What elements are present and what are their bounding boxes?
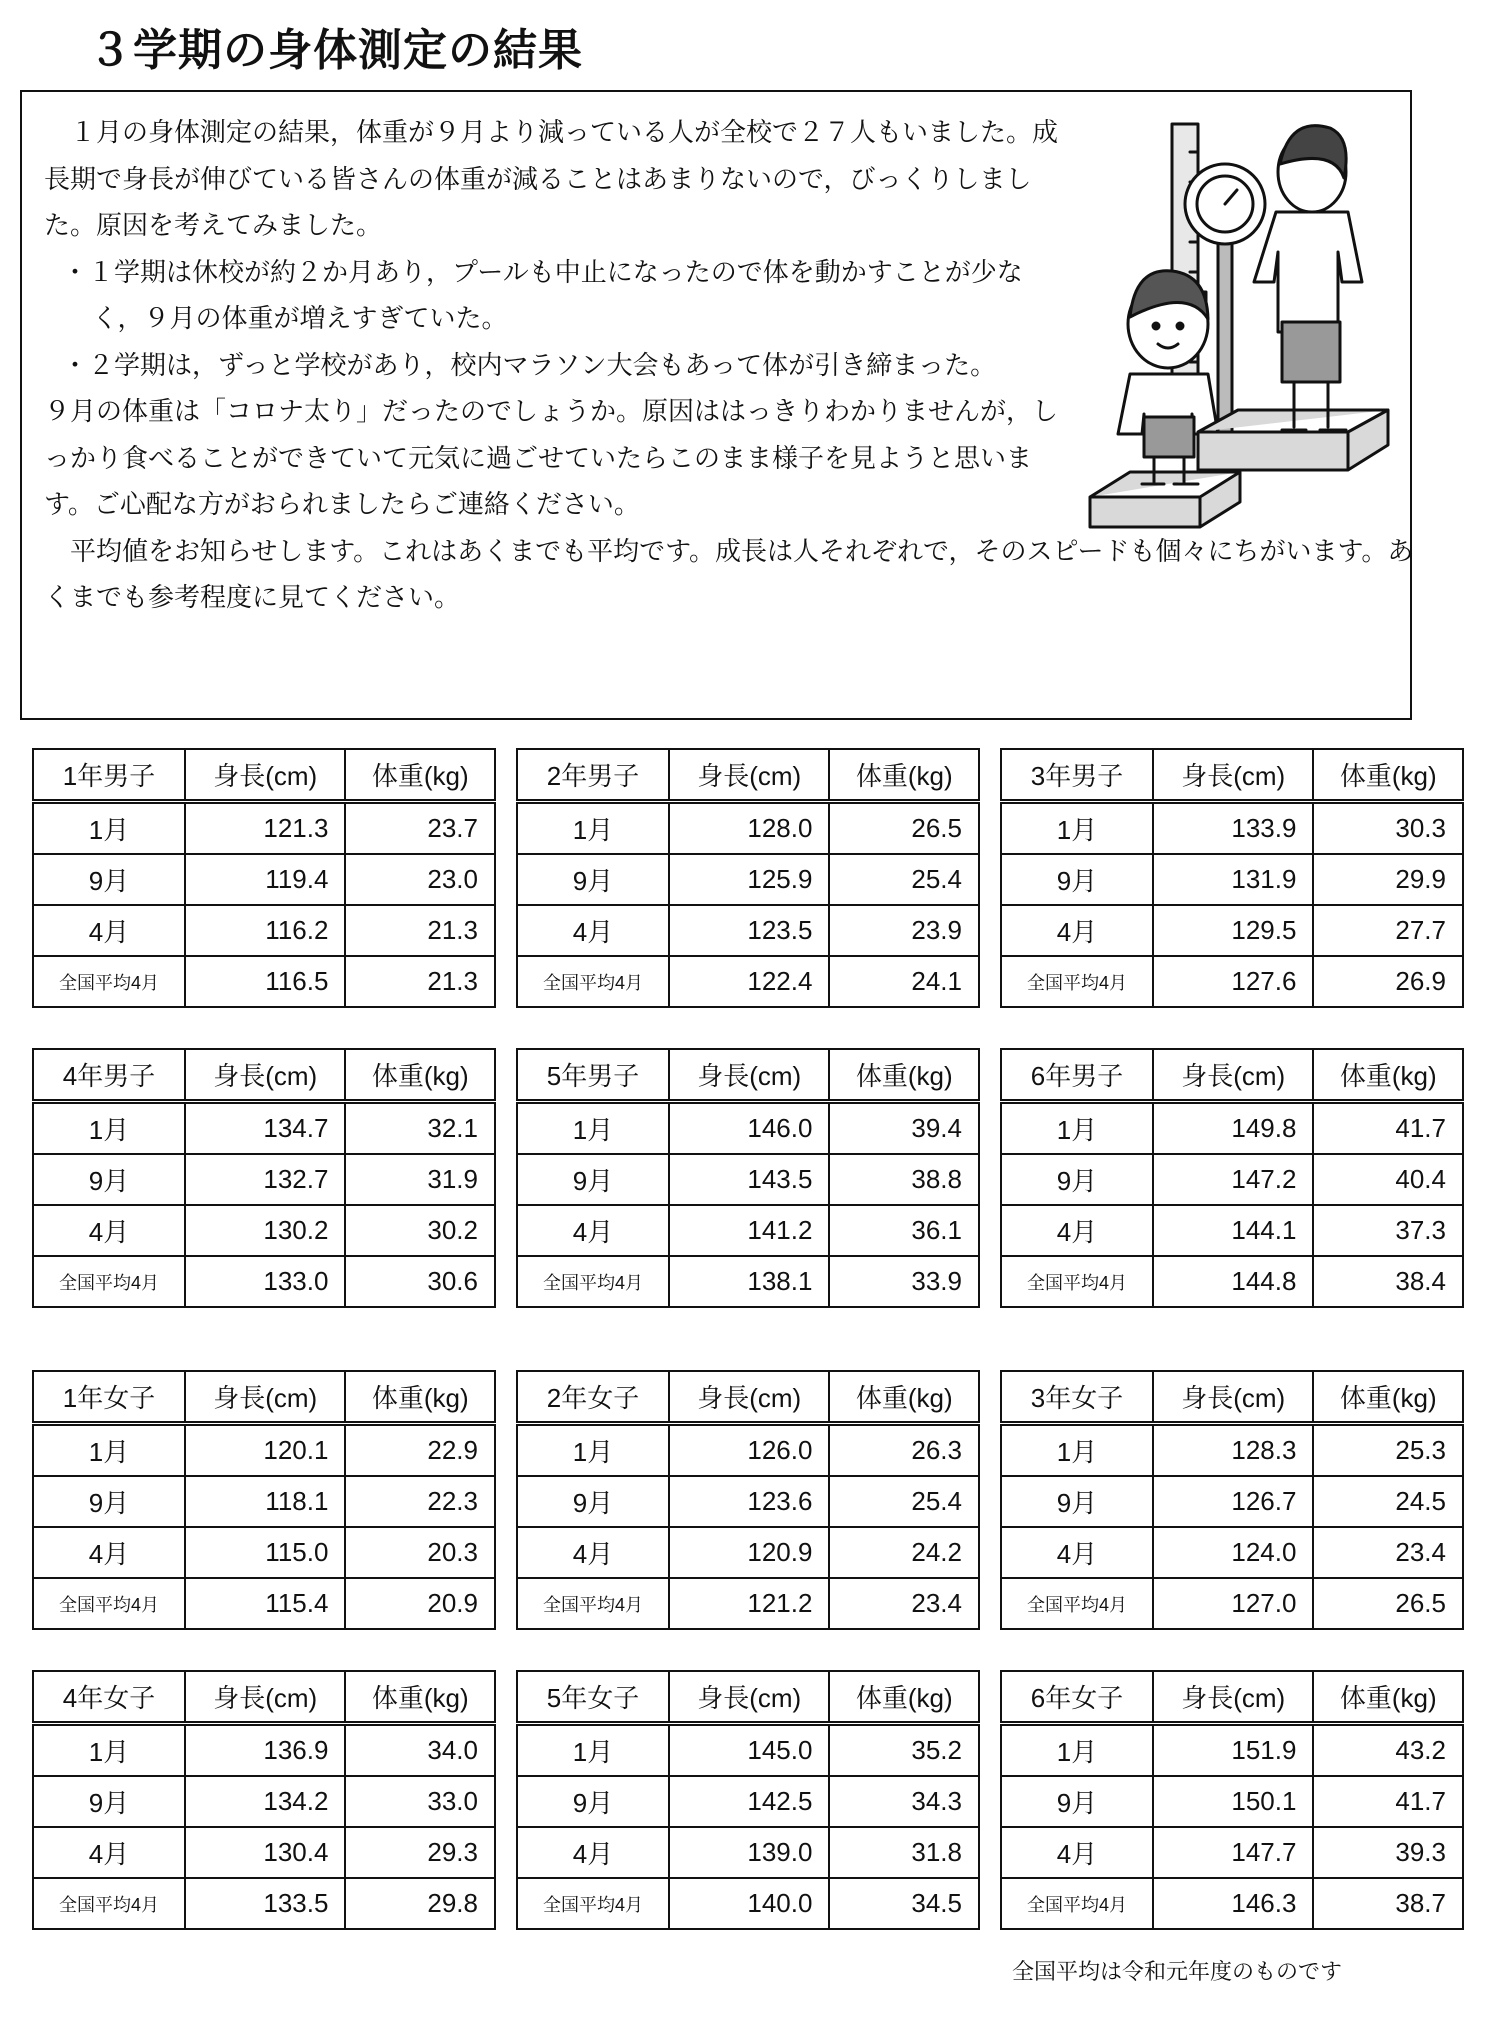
height-header: 身長(cm) [669, 1049, 829, 1102]
table-row [1001, 1205, 1463, 1256]
row-label: 1月 [517, 1424, 669, 1477]
height-value: 143.5 [669, 1154, 829, 1205]
weight-value: 35.2 [829, 1724, 979, 1777]
height-value: 146.0 [669, 1102, 829, 1155]
group-header: 6年女子 [1001, 1671, 1153, 1724]
weight-value: 31.9 [345, 1154, 495, 1205]
row-label: 4月 [1001, 1827, 1153, 1878]
row-label: 全国平均4月 [1001, 956, 1153, 1007]
weight-value: 33.9 [829, 1256, 979, 1307]
weight-value: 21.3 [345, 905, 495, 956]
height-value: 121.2 [669, 1578, 829, 1629]
table-row [33, 1776, 495, 1827]
table-row [33, 1878, 495, 1929]
table-row [517, 1878, 979, 1929]
height-header: 身長(cm) [1153, 1049, 1313, 1102]
group-header: 5年女子 [517, 1671, 669, 1724]
height-value: 151.9 [1153, 1724, 1313, 1777]
weight-value: 37.3 [1313, 1205, 1463, 1256]
weight-header: 体重(kg) [1313, 1671, 1463, 1724]
row-label: 9月 [1001, 854, 1153, 905]
row-label: 1月 [1001, 1424, 1153, 1477]
height-value: 123.6 [669, 1476, 829, 1527]
table-row [33, 802, 495, 855]
row-label: 全国平均4月 [33, 1578, 185, 1629]
height-value: 123.5 [669, 905, 829, 956]
table-row [1001, 1154, 1463, 1205]
weight-header: 体重(kg) [829, 1049, 979, 1102]
group-header: 4年女子 [33, 1671, 185, 1724]
table-row [1001, 1878, 1463, 1929]
height-value: 116.5 [185, 956, 345, 1007]
weight-header: 体重(kg) [1313, 1371, 1463, 1424]
weight-value: 31.8 [829, 1827, 979, 1878]
height-header: 身長(cm) [1153, 749, 1313, 802]
table-row [1001, 802, 1463, 855]
height-value: 147.7 [1153, 1827, 1313, 1878]
row-label: 4月 [1001, 1527, 1153, 1578]
group-header: 6年男子 [1001, 1049, 1153, 1102]
height-value: 147.2 [1153, 1154, 1313, 1205]
row-label: 全国平均4月 [517, 1878, 669, 1929]
intro-text [44, 110, 1414, 622]
table-row [517, 1256, 979, 1307]
row-label: 1月 [517, 1102, 669, 1155]
measurement-table [1000, 1370, 1464, 1630]
row-label: 4月 [33, 1527, 185, 1578]
table-row [33, 1205, 495, 1256]
row-label: 1月 [1001, 802, 1153, 855]
row-label: 4月 [517, 1527, 669, 1578]
height-value: 131.9 [1153, 854, 1313, 905]
row-label: 1月 [33, 1102, 185, 1155]
row-label: 1月 [33, 1724, 185, 1777]
row-label: 9月 [517, 854, 669, 905]
height-value: 126.7 [1153, 1476, 1313, 1527]
height-value: 121.3 [185, 802, 345, 855]
table-row [1001, 854, 1463, 905]
group-header: 1年男子 [33, 749, 185, 802]
table-row [517, 802, 979, 855]
table-row [517, 1102, 979, 1155]
measurement-table [32, 1370, 496, 1630]
weight-value: 26.5 [1313, 1578, 1463, 1629]
weight-value: 22.9 [345, 1424, 495, 1477]
row-label: 4月 [517, 1827, 669, 1878]
weight-header: 体重(kg) [829, 1671, 979, 1724]
height-header: 身長(cm) [185, 1671, 345, 1724]
table-row [33, 1724, 495, 1777]
height-value: 115.0 [185, 1527, 345, 1578]
row-label: 9月 [33, 1476, 185, 1527]
row-label: 4月 [1001, 1205, 1153, 1256]
table-row [33, 1424, 495, 1477]
weight-value: 24.2 [829, 1527, 979, 1578]
height-header: 身長(cm) [669, 1671, 829, 1724]
row-label: 9月 [1001, 1154, 1153, 1205]
height-value: 133.9 [1153, 802, 1313, 855]
weight-header: 体重(kg) [345, 1371, 495, 1424]
weight-value: 20.9 [345, 1578, 495, 1629]
row-label: 1月 [33, 802, 185, 855]
row-label: 4月 [517, 905, 669, 956]
weight-value: 23.4 [1313, 1527, 1463, 1578]
row-label: 全国平均4月 [33, 1256, 185, 1307]
table-row [517, 854, 979, 905]
table-row [1001, 1102, 1463, 1155]
weight-value: 27.7 [1313, 905, 1463, 956]
group-header: 5年男子 [517, 1049, 669, 1102]
measurement-table [32, 748, 496, 1008]
height-value: 127.6 [1153, 956, 1313, 1007]
row-label: 全国平均4月 [517, 956, 669, 1007]
table-row [1001, 1724, 1463, 1777]
table-row [33, 1154, 495, 1205]
weight-header: 体重(kg) [829, 749, 979, 802]
table-row [517, 905, 979, 956]
weight-value: 25.4 [829, 854, 979, 905]
table-row [33, 1256, 495, 1307]
weight-value: 32.1 [345, 1102, 495, 1155]
weight-value: 30.3 [1313, 802, 1463, 855]
table-row [517, 1724, 979, 1777]
body-measurement-illustration [1080, 112, 1400, 562]
row-label: 9月 [33, 854, 185, 905]
weight-value: 41.7 [1313, 1102, 1463, 1155]
height-value: 149.8 [1153, 1102, 1313, 1155]
weight-value: 30.2 [345, 1205, 495, 1256]
weight-value: 30.6 [345, 1256, 495, 1307]
boy-figure-icon [1254, 126, 1362, 430]
table-row [1001, 1578, 1463, 1629]
height-value: 115.4 [185, 1578, 345, 1629]
height-value: 134.2 [185, 1776, 345, 1827]
measurement-table [516, 1048, 980, 1308]
height-value: 118.1 [185, 1476, 345, 1527]
height-value: 150.1 [1153, 1776, 1313, 1827]
height-header: 身長(cm) [1153, 1671, 1313, 1724]
row-label: 9月 [517, 1476, 669, 1527]
weight-value: 36.1 [829, 1205, 979, 1256]
height-value: 130.4 [185, 1827, 345, 1878]
table-row [33, 905, 495, 956]
row-label: 1月 [517, 1724, 669, 1777]
table-row [1001, 1527, 1463, 1578]
weight-value: 24.5 [1313, 1476, 1463, 1527]
group-header: 1年女子 [33, 1371, 185, 1424]
height-header: 身長(cm) [185, 749, 345, 802]
height-value: 144.1 [1153, 1205, 1313, 1256]
row-label: 1月 [33, 1424, 185, 1477]
weight-value: 38.8 [829, 1154, 979, 1205]
weight-value: 26.5 [829, 802, 979, 855]
measurement-table [1000, 748, 1464, 1008]
height-value: 130.2 [185, 1205, 345, 1256]
table-row [1001, 1256, 1463, 1307]
row-label: 9月 [517, 1776, 669, 1827]
row-label: 全国平均4月 [1001, 1256, 1153, 1307]
row-label: 1月 [517, 802, 669, 855]
measurement-table [32, 1048, 496, 1308]
table-row [1001, 1776, 1463, 1827]
weight-value: 34.0 [345, 1724, 495, 1777]
weight-value: 41.7 [1313, 1776, 1463, 1827]
height-value: 132.7 [185, 1154, 345, 1205]
height-value: 127.0 [1153, 1578, 1313, 1629]
row-label: 全国平均4月 [33, 956, 185, 1007]
height-value: 141.2 [669, 1205, 829, 1256]
group-header: 2年男子 [517, 749, 669, 802]
height-value: 142.5 [669, 1776, 829, 1827]
measurement-table [516, 1670, 980, 1930]
weight-value: 21.3 [345, 956, 495, 1007]
table-row [517, 1578, 979, 1629]
weight-value: 33.0 [345, 1776, 495, 1827]
weight-value: 23.4 [829, 1578, 979, 1629]
height-value: 120.1 [185, 1424, 345, 1477]
table-row [33, 1527, 495, 1578]
row-label: 9月 [1001, 1476, 1153, 1527]
height-value: 126.0 [669, 1424, 829, 1477]
table-row [33, 956, 495, 1007]
measurement-table [1000, 1670, 1464, 1930]
height-value: 138.1 [669, 1256, 829, 1307]
intro-bullet-1: ・１学期は休校が約２か月あり，プールも中止になったので体を動かすことが少なく，９月の体重が増えすぎていた。 [62, 257, 1023, 334]
weight-value: 20.3 [345, 1527, 495, 1578]
weight-value: 38.7 [1313, 1878, 1463, 1929]
table-row [517, 1154, 979, 1205]
height-value: 145.0 [669, 1724, 829, 1777]
row-label: 9月 [1001, 1776, 1153, 1827]
row-label: 4月 [1001, 905, 1153, 956]
row-label: 4月 [33, 905, 185, 956]
table-row [1001, 1476, 1463, 1527]
height-value: 124.0 [1153, 1527, 1313, 1578]
table-row [1001, 956, 1463, 1007]
weight-header: 体重(kg) [345, 1049, 495, 1102]
row-label: 全国平均4月 [517, 1256, 669, 1307]
height-value: 139.0 [669, 1827, 829, 1878]
weight-value: 22.3 [345, 1476, 495, 1527]
group-header: 3年女子 [1001, 1371, 1153, 1424]
table-row [1001, 1424, 1463, 1477]
height-header: 身長(cm) [669, 1371, 829, 1424]
intro-paragraph-2: ９月の体重は「コロナ太り」だったのでしょうか。原因ははっきりわかりませんが，しっかり食べることができていて元気に過ごせていたらこのまま様子を見ようと思います。ご心配な方がおられましたらご連絡ください。 [44, 397, 1059, 520]
table-row [33, 854, 495, 905]
height-value: 136.9 [185, 1724, 345, 1777]
weight-value: 38.4 [1313, 1256, 1463, 1307]
row-label: 9月 [517, 1154, 669, 1205]
height-value: 133.5 [185, 1878, 345, 1929]
group-header: 3年男子 [1001, 749, 1153, 802]
weight-header: 体重(kg) [345, 1671, 495, 1724]
table-row [517, 1527, 979, 1578]
height-value: 125.9 [669, 854, 829, 905]
intro-paragraph-3: 平均値をお知らせします。これはあくまでも平均です。成長は人それぞれで，そのスピードも個々にちがいます。あくまでも参考程度に見てください。 [44, 536, 1414, 613]
weight-header: 体重(kg) [829, 1371, 979, 1424]
weight-value: 24.1 [829, 956, 979, 1007]
weight-value: 34.5 [829, 1878, 979, 1929]
weight-value: 26.9 [1313, 956, 1463, 1007]
table-row [33, 1827, 495, 1878]
height-value: 129.5 [1153, 905, 1313, 956]
height-value: 144.8 [1153, 1256, 1313, 1307]
weight-value: 25.3 [1313, 1424, 1463, 1477]
table-row [517, 1827, 979, 1878]
height-value: 128.0 [669, 802, 829, 855]
intro-bullet-2: ・２学期は，ずっと学校があり，校内マラソン大会もあって体が引き締まった。 [62, 350, 997, 381]
height-value: 140.0 [669, 1878, 829, 1929]
table-row [517, 1476, 979, 1527]
weight-value: 29.8 [345, 1878, 495, 1929]
weight-value: 43.2 [1313, 1724, 1463, 1777]
height-value: 146.3 [1153, 1878, 1313, 1929]
table-row [33, 1476, 495, 1527]
row-label: 4月 [517, 1205, 669, 1256]
weight-value: 39.3 [1313, 1827, 1463, 1878]
height-value: 128.3 [1153, 1424, 1313, 1477]
row-label: 4月 [33, 1827, 185, 1878]
intro-box [20, 90, 1412, 720]
row-label: 全国平均4月 [1001, 1878, 1153, 1929]
group-header: 2年女子 [517, 1371, 669, 1424]
height-header: 身長(cm) [185, 1049, 345, 1102]
page-title: ３学期の身体測定の結果 [88, 25, 583, 76]
weight-value: 23.9 [829, 905, 979, 956]
girl-platform-icon [1090, 472, 1240, 527]
row-label: 全国平均4月 [517, 1578, 669, 1629]
table-row [517, 1776, 979, 1827]
row-label: 4月 [33, 1205, 185, 1256]
table-row [517, 956, 979, 1007]
table-row [517, 1205, 979, 1256]
table-row [33, 1102, 495, 1155]
intro-paragraph-1: １月の身体測定の結果，体重が９月より減っている人が全校で２７人もいました。成長期で身長が伸びている皆さんの体重が減ることはあまりないので，びっくりしました。原因を考えてみました。 [44, 118, 1059, 241]
row-label: 9月 [33, 1154, 185, 1205]
row-label: 全国平均4月 [1001, 1578, 1153, 1629]
measurement-table [516, 1370, 980, 1630]
height-value: 120.9 [669, 1527, 829, 1578]
weight-value: 39.4 [829, 1102, 979, 1155]
height-header: 身長(cm) [185, 1371, 345, 1424]
weight-value: 29.9 [1313, 854, 1463, 905]
height-value: 134.7 [185, 1102, 345, 1155]
table-row [1001, 1827, 1463, 1878]
table-row [33, 1578, 495, 1629]
height-header: 身長(cm) [1153, 1371, 1313, 1424]
weight-value: 29.3 [345, 1827, 495, 1878]
weight-value: 40.4 [1313, 1154, 1463, 1205]
height-value: 119.4 [185, 854, 345, 905]
height-header: 身長(cm) [669, 749, 829, 802]
measurement-table [1000, 1048, 1464, 1308]
measurement-table [32, 1670, 496, 1930]
weight-value: 23.0 [345, 854, 495, 905]
row-label: 1月 [1001, 1102, 1153, 1155]
height-value: 116.2 [185, 905, 345, 956]
weight-value: 25.4 [829, 1476, 979, 1527]
measurement-table [516, 748, 980, 1008]
weight-header: 体重(kg) [1313, 749, 1463, 802]
row-label: 1月 [1001, 1724, 1153, 1777]
table-row [517, 1424, 979, 1477]
group-header: 4年男子 [33, 1049, 185, 1102]
row-label: 全国平均4月 [33, 1878, 185, 1929]
weight-value: 26.3 [829, 1424, 979, 1477]
table-row [1001, 905, 1463, 956]
weight-value: 23.7 [345, 802, 495, 855]
weight-value: 34.3 [829, 1776, 979, 1827]
weight-header: 体重(kg) [345, 749, 495, 802]
row-label: 9月 [33, 1776, 185, 1827]
weight-header: 体重(kg) [1313, 1049, 1463, 1102]
height-value: 133.0 [185, 1256, 345, 1307]
footnote: 全国平均は令和元年度のものです [1012, 1960, 1343, 1985]
height-value: 122.4 [669, 956, 829, 1007]
